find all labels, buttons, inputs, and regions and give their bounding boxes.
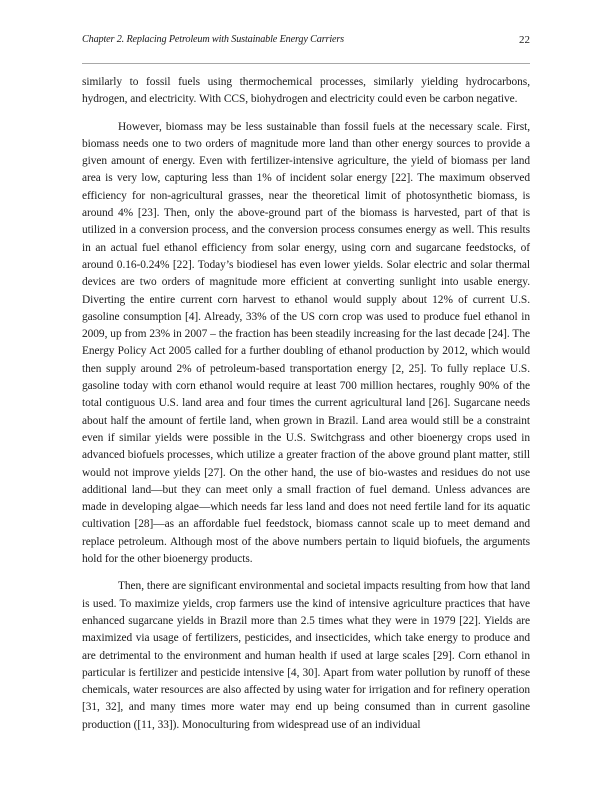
paragraph-environmental-impacts: Then, there are significant environmental and societal impacts resulting from how that land is used. To maximize yields, crop farmers use the kind of intensive agriculture practices that have enhanced sugarcane yields in Brazil more than 2.5 times what they were in 1979 [22]. Yields are maximized via usage of fertilizers, pesticides, and insecticides, which take energy to produce and are detrimental to the environment and human health if used at large scales [29]. Corn ethanol in particular is fertilizer and pesticide intensive [4, 30]. Apart from water pollution by runoff of these chemicals, water resources are also affected by using water for irrigation and for refinery operation [31, 32], and many times more water may end up being consumed than in current gasoline production ([11, 33]). Monoculturing from widespread use of an individual <box>82 580 530 731</box>
running-header <box>82 34 530 50</box>
chapter-title: Chapter 2. Replacing Petroleum with Sustainable Energy Carriers <box>82 34 345 45</box>
page-number: 22 <box>519 34 530 46</box>
paragraph-continued: similarly to fossil fuels using thermochemical processes, similarly yielding hydrocarbons, hydrogen, and electricity. With CCS, biohydrogen and electricity could even be carbon negative. <box>82 76 530 106</box>
body-text <box>82 74 530 734</box>
header-rule <box>82 63 530 64</box>
paragraph-biomass-scale: However, biomass may be less sustainable than fossil fuels at the necessary scale. First, biomass needs one to two orders of magnitude more land than other energy sources to provide a given amount of energy. Even with fertilizer-intensive agriculture, the yield of biomass per land area is very low, capturing less than 1% of incident solar energy [22]. The maximum observed efficiency for non-agricultural grasses, near the theoretical limit of photosynthetic biomass, is around 4% [23]. Then, only the above-ground part of the biomass is harvested, part of that is utilized in a conversion process, and the conversion process consumes energy as well. This results in an actual fuel ethanol efficiency from solar energy, using corn and sugarcane feedstocks, of around 0.16-0.24% [22]. Today’s biodiesel has even lower yields. Solar electric and solar thermal devices are two orders of magnitude more efficient at converting sunlight into usable energy. Diverting the entire current corn harvest to ethanol would supply about 12% of current U.S. gasoline consumption [4]. Already, 33% of the US corn crop was used to produce fuel ethanol in 2009, up from 23% in 2007 – the fraction has been steadily increasing for the last decade [24]. The Energy Policy Act 2005 called for a further doubling of ethanol production by 2012, which would then supply around 2% of petroleum-based transportation energy [2, 25]. To fully replace U.S. gasoline today with corn ethanol would require at least 700 million hectares, roughly 90% of the total contiguous U.S. land area and four times the current agricultural land [26]. Sugarcane needs about half the amount of fertile land, when grown in Brazil. Land area would still be a constraint even if similar yields were possible in the U.S. Switchgrass and other bioenergy crops used in advanced biofuels processes, which utilize a greater fraction of the above ground plant matter, still would not improve yields [27]. On the other hand, the use of bio-wastes and residues do not use additional land—but they can meet only a small fraction of fuel demand. Unless advances are made in developing algae—which needs far less land and does not need fertile land for its aquatic cultivation [28]—as an affordable fuel feedstock, biomass cannot scale up to meet demand and replace petroleum. Although most of the above numbers pertain to liquid biofuels, the arguments hold for the other bioenergy products. <box>82 120 530 566</box>
